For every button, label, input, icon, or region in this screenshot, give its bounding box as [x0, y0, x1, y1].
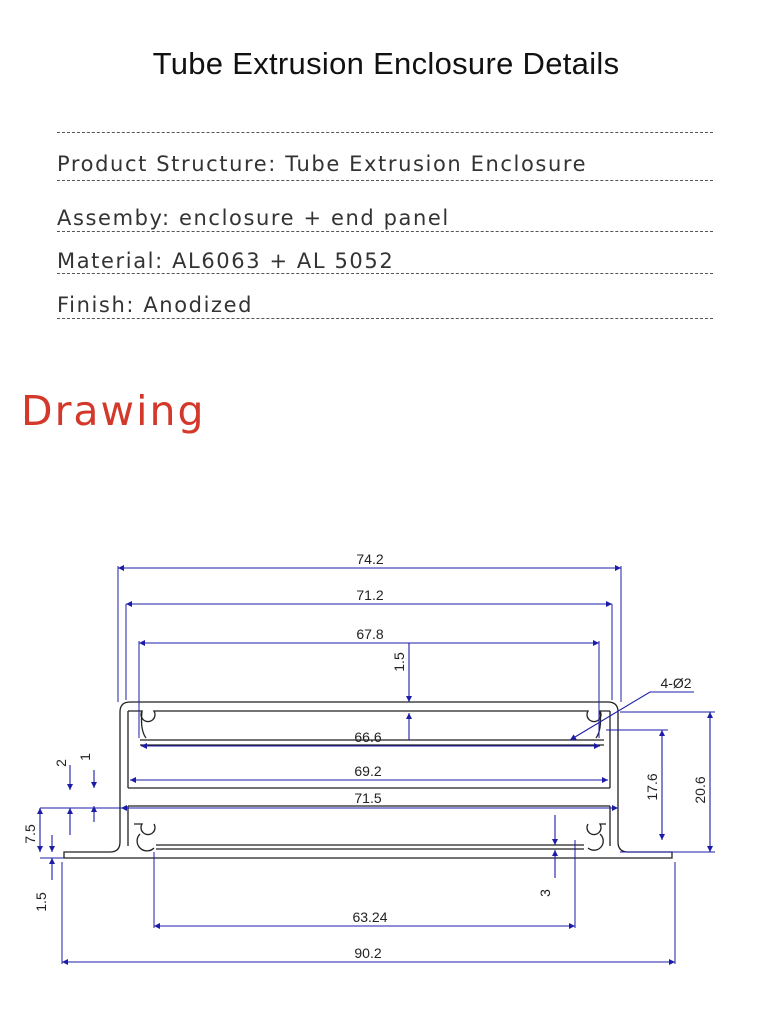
dim-1: 1 [77, 753, 93, 761]
spec-assembly: Assemby: enclosure + end panel [57, 206, 450, 230]
dim-2: 2 [53, 759, 69, 767]
spec-material: Material: AL6063 + AL 5052 [57, 249, 395, 273]
spec-divider [57, 231, 713, 232]
spec-product-structure: Product Structure: Tube Extrusion Enclosure [57, 152, 588, 176]
dim-63-24: 63.24 [352, 909, 388, 925]
dim-7-5: 7.5 [22, 824, 38, 844]
dim-3: 3 [537, 889, 553, 897]
dim-71-2: 71.2 [356, 587, 384, 603]
dim-20-6: 20.6 [692, 776, 708, 804]
page-title: Tube Extrusion Enclosure Details [152, 46, 620, 81]
spec-divider [57, 273, 713, 274]
dim-71-5: 71.5 [354, 790, 382, 806]
enclosure-technical-drawing [0, 540, 772, 980]
dim-90-2: 90.2 [354, 945, 382, 961]
drawing-heading: Drawing [21, 387, 206, 435]
dimension-labels [22, 551, 708, 961]
dim-66-6: 66.6 [354, 729, 382, 745]
spec-finish: Finish: Anodized [57, 293, 254, 317]
dim-1-5-left: 1.5 [33, 892, 49, 912]
dim-17-6: 17.6 [644, 773, 660, 801]
dim-69-2: 69.2 [354, 763, 382, 779]
dim-4-holes-diameter-2: 4-Ø2 [660, 675, 692, 691]
spec-divider [57, 180, 713, 181]
dim-67-8: 67.8 [356, 626, 384, 642]
dim-74-2: 74.2 [356, 551, 384, 567]
top-divider [57, 132, 713, 133]
dim-1-5-top: 1.5 [391, 652, 407, 672]
spec-divider [57, 318, 713, 319]
